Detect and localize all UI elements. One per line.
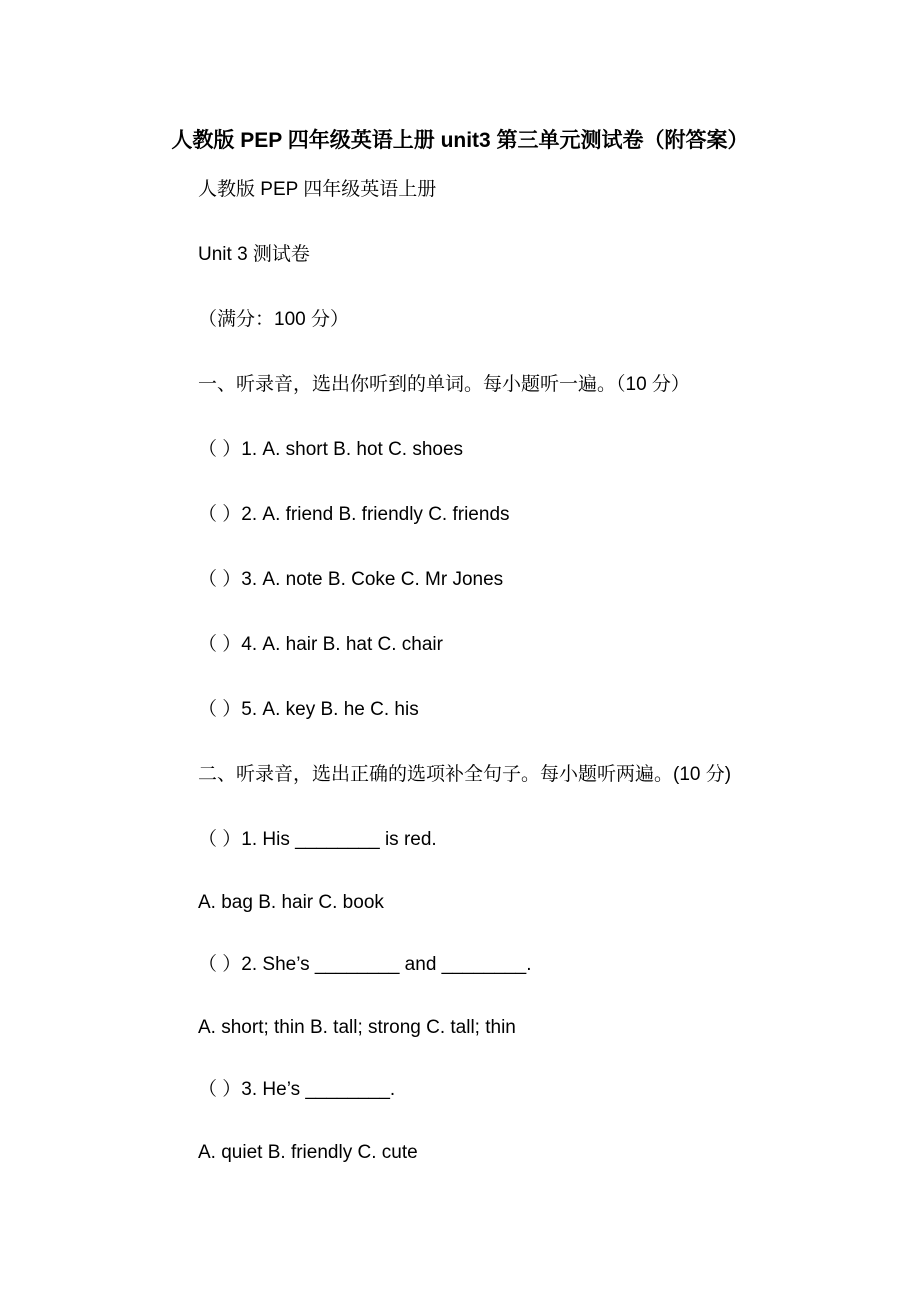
total-score: （满分：100 分） [198, 309, 349, 330]
section2-question-2-options: A. short; thin B. tall; strong C. tall; thin [198, 1017, 516, 1038]
section2-question-3-options: A. quiet B. friendly C. cute [198, 1142, 418, 1163]
section1-item-4: （ ）4. A. hair B. hat C. chair [198, 634, 443, 655]
unit-label: Unit 3 测试卷 [198, 244, 310, 265]
section1-item-2: （ ）2. A. friend B. friendly C. friends [198, 504, 510, 525]
section1-item-1: （ ）1. A. short B. hot C. shoes [198, 439, 464, 460]
section2-question-1-stem: （ ）1. His ________ is red. [198, 829, 437, 850]
section1-heading: 一、听录音，选出你听到的单词。每小题听一遍。（10 分） [198, 374, 690, 395]
section1-item-3: （ ）3. A. note B. Coke C. Mr Jones [198, 569, 504, 590]
section2-heading: 二、听录音，选出正确的选项补全句子。每小题听两遍。(10 分) [198, 764, 732, 785]
document-title: 人教版 PEP 四年级英语上册 unit3 第三单元测试卷（附答案） [171, 129, 749, 152]
section2-question-1-options: A. bag B. hair C. book [198, 892, 384, 913]
section2-question-2-stem: （ ）2. She’s ________ and ________. [198, 954, 532, 975]
section1-item-5: （ ）5. A. key B. he C. his [198, 699, 419, 720]
document-subtitle: 人教版 PEP 四年级英语上册 [198, 179, 437, 200]
section2-question-3-stem: （ ）3. He’s ________. [198, 1079, 396, 1100]
